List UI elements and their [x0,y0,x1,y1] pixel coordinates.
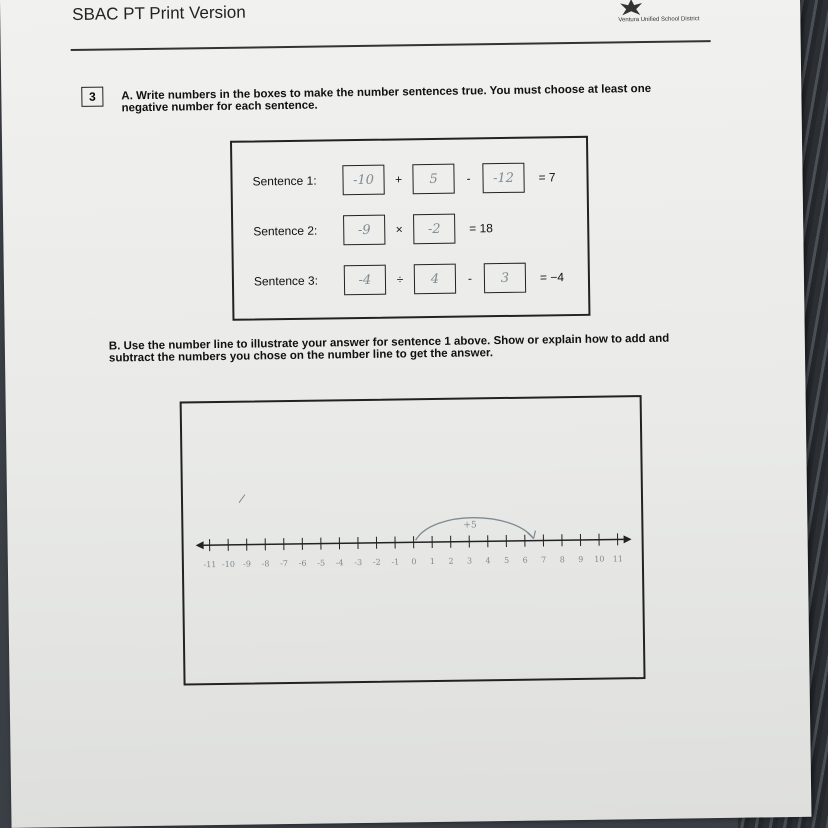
sentence-row-2 [253,213,493,246]
number-line-label: -3 [354,557,363,568]
leaf-logo-icon [618,0,644,17]
answer-box[interactable]: -4 [344,265,386,296]
answer-box[interactable]: -10 [342,165,384,196]
header-divider [71,40,711,51]
sentence-label: Sentence 3: [253,273,319,289]
number-line-label: 10 [594,554,605,564]
number-line-label: -2 [372,557,381,567]
number-line-label: 9 [578,554,584,564]
answer-box[interactable]: -9 [343,215,385,246]
sentence-result: = −4 [539,270,565,285]
operator: × [395,222,403,237]
answer-box[interactable]: -2 [413,214,455,245]
page-header-title: SBAC PT Print Version [72,2,246,24]
sentence-result: = 18 [469,221,494,236]
number-line-label: 8 [559,555,565,565]
number-line-label: -6 [298,558,307,568]
number-line-answer-box[interactable] [180,395,646,685]
number-line-label: -5 [317,558,326,568]
part-b-prompt: B. Use the number line to illustrate your answer for sentence 1 above. Show or explain how to add and subtract the numbers you chose on the number line to get the answer. [108,332,670,365]
number-line-label: -11 [203,560,217,570]
answer-box[interactable]: 3 [484,263,526,294]
arc-note: +5 [463,520,477,531]
operator: ÷ [396,272,404,287]
number-line-label: 3 [466,556,473,566]
number-line-label: 4 [485,556,491,566]
part-a-prompt: A. Write numbers in the boxes to make the number sentences true. You must choose at least one negative number for each sentence. [121,82,652,115]
number-line-label: -7 [280,559,289,569]
number-line-label: 11 [612,554,624,564]
number-line-label: -8 [261,559,270,569]
question-number: 3 [81,87,103,107]
number-line-label: -9 [243,559,251,569]
operator: - [467,271,473,286]
number-line-label: -10 [221,559,235,569]
number-line-label: 0 [411,557,417,567]
district-logo [618,0,708,27]
number-line-label: -1 [391,557,400,567]
operator: + [394,172,403,187]
number-line-drawing [182,397,644,683]
left-arrow-icon [196,541,204,549]
sentence-result: = 7 [538,170,556,185]
sentence-label: Sentence 2: [253,223,318,239]
number-line-label: 7 [541,555,547,565]
number-line-label: 6 [522,555,528,565]
arc-arrow-icon [527,531,535,539]
answer-box[interactable]: 5 [412,164,454,195]
sentence-label: Sentence 1: [252,173,317,189]
sentence-row-1 [252,162,555,196]
answer-box[interactable]: -12 [482,163,524,194]
number-line-label: -4 [335,558,344,568]
number-line-label: 2 [448,556,454,566]
operator: - [466,171,471,186]
right-arrow-icon [624,535,632,543]
answer-box[interactable]: 4 [414,264,456,295]
number-line-label: 5 [503,555,510,566]
number-line-label: 1 [429,556,436,567]
district-name: Ventura Unified School District [618,16,700,24]
number-sentences-box [230,136,590,321]
pencil-stroke [239,495,245,503]
sentence-row-3 [254,262,564,296]
